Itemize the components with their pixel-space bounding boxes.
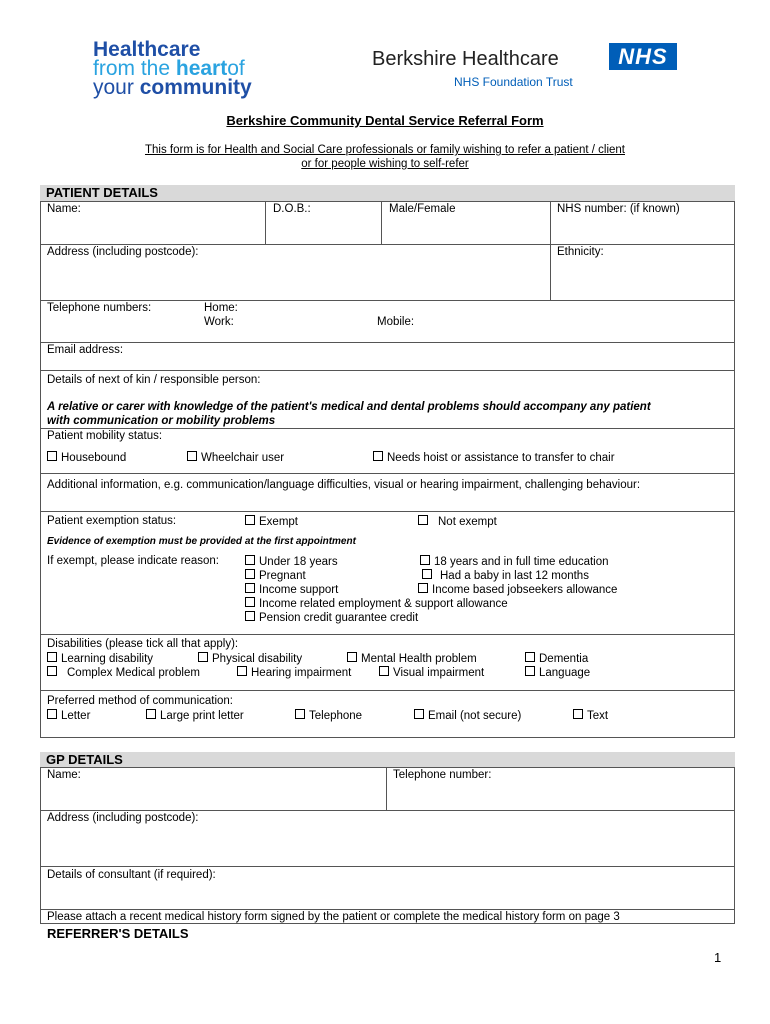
evidence-note: Evidence of exemption must be provided at the first appointment xyxy=(47,536,356,547)
divider xyxy=(40,810,735,811)
disability-learning-option[interactable]: Learning disability xyxy=(47,652,153,665)
divider xyxy=(40,866,735,867)
checkbox[interactable] xyxy=(418,515,428,525)
medical-history-note: Please attach a recent medical history form signed by the patient or complete the medical history form on page 3 xyxy=(47,911,620,923)
divider xyxy=(381,202,382,244)
divider xyxy=(40,634,735,635)
checkbox[interactable] xyxy=(47,652,57,662)
checkbox[interactable] xyxy=(245,611,255,621)
mobile-phone-label: Mobile: xyxy=(377,316,415,328)
reason-under18-option[interactable]: Under 18 years xyxy=(245,555,338,568)
divider xyxy=(40,342,735,343)
checkbox[interactable] xyxy=(573,709,583,719)
not-exempt-option[interactable]: Not exempt xyxy=(418,515,497,528)
divider xyxy=(40,473,735,474)
reason-esa-option[interactable]: Income related employment & support allowance xyxy=(245,597,508,610)
checkbox[interactable] xyxy=(245,597,255,607)
reason-income-support-option[interactable]: Income support xyxy=(245,583,338,596)
trust-subtitle: NHS Foundation Trust xyxy=(454,75,573,89)
additional-info-label: Additional information, e.g. communication/language difficulties, visual or hearing impairment, challenging behaviour: xyxy=(47,479,641,491)
comm-text-option[interactable]: Text xyxy=(573,709,608,722)
logo-line3: your community xyxy=(93,76,252,99)
divider xyxy=(40,428,735,429)
reason-pregnant-option[interactable]: Pregnant xyxy=(245,569,306,582)
patient-name-label: Name: xyxy=(47,203,81,215)
gp-address-label: Address (including postcode): xyxy=(47,812,199,824)
form-title: Berkshire Community Dental Service Referral Form xyxy=(226,113,544,128)
comm-telephone-option[interactable]: Telephone xyxy=(295,709,362,722)
page-number: 1 xyxy=(714,950,722,965)
dob-label: D.O.B.: xyxy=(273,203,311,215)
checkbox[interactable] xyxy=(187,451,197,461)
work-phone-label: Work: xyxy=(204,316,234,328)
checkbox[interactable] xyxy=(525,652,535,662)
intro-line-1: This form is for Health and Social Care professionals or family wishing to refer a patient / client xyxy=(144,144,625,156)
communication-label: Preferred method of communication: xyxy=(47,695,234,707)
disability-language-option[interactable]: Language xyxy=(525,666,590,679)
exempt-option[interactable]: Exempt xyxy=(245,515,298,528)
comm-large-print-option[interactable]: Large print letter xyxy=(146,709,244,722)
mobility-wheelchair-option[interactable]: Wheelchair user xyxy=(187,451,284,464)
exemption-label: Patient exemption status: xyxy=(47,515,177,527)
telephone-label: Telephone numbers: xyxy=(47,302,152,314)
checkbox[interactable] xyxy=(347,652,357,662)
checkbox[interactable] xyxy=(414,709,424,719)
divider xyxy=(40,511,735,512)
checkbox[interactable] xyxy=(146,709,156,719)
checkbox[interactable] xyxy=(47,666,57,676)
mobility-label: Patient mobility status: xyxy=(47,430,163,442)
intro-line-2: or for people wishing to self-refer xyxy=(301,158,469,170)
checkbox[interactable] xyxy=(420,555,430,565)
email-label: Email address: xyxy=(47,344,124,356)
patient-details-header: PATIENT DETAILS xyxy=(40,185,735,202)
disability-visual-option[interactable]: Visual impairment xyxy=(379,666,484,679)
nhs-logo: NHS xyxy=(609,43,677,70)
checkbox[interactable] xyxy=(245,569,255,579)
gp-telephone-label: Telephone number: xyxy=(393,769,492,781)
ethnicity-label: Ethnicity: xyxy=(557,246,604,258)
disability-mental-option[interactable]: Mental Health problem xyxy=(347,652,477,665)
divider xyxy=(40,244,735,245)
relative-note-line1: A relative or carer with knowledge of the patient's medical and dental problems should accompany any patient xyxy=(47,401,651,413)
gp-name-label: Name: xyxy=(47,769,81,781)
divider xyxy=(40,370,735,371)
disability-complex-option[interactable]: Complex Medical problem xyxy=(47,666,200,679)
divider xyxy=(40,690,735,691)
gp-details-section xyxy=(40,752,735,924)
gp-details-header: GP DETAILS xyxy=(40,752,735,768)
referrer-details-header: REFERRER'S DETAILS xyxy=(47,926,189,941)
reason-18edu-option[interactable]: 18 years and in full time education xyxy=(420,555,609,568)
mobility-hoist-option[interactable]: Needs hoist or assistance to transfer to chair xyxy=(373,451,615,464)
healthcare-logo xyxy=(93,40,252,97)
checkbox[interactable] xyxy=(373,451,383,461)
logo-line1: Healthcare xyxy=(93,38,201,61)
checkbox[interactable] xyxy=(379,666,389,676)
relative-note-line2: with communication or mobility problems xyxy=(47,415,276,427)
comm-letter-option[interactable]: Letter xyxy=(47,709,90,722)
consultant-label: Details of consultant (if required): xyxy=(47,869,216,881)
logo-line2: from the heartof xyxy=(93,57,245,80)
disabilities-label: Disabilities (please tick all that apply): xyxy=(47,638,239,650)
checkbox[interactable] xyxy=(525,666,535,676)
checkbox[interactable] xyxy=(418,583,428,593)
disability-dementia-option[interactable]: Dementia xyxy=(525,652,588,665)
checkbox[interactable] xyxy=(47,451,57,461)
divider xyxy=(40,300,735,301)
checkbox[interactable] xyxy=(245,583,255,593)
reason-jsa-option[interactable]: Income based jobseekers allowance xyxy=(418,583,617,596)
checkbox[interactable] xyxy=(422,569,432,579)
exempt-reason-label: If exempt, please indicate reason: xyxy=(47,555,219,567)
patient-address-label: Address (including postcode): xyxy=(47,246,199,258)
checkbox[interactable] xyxy=(245,515,255,525)
next-of-kin-label: Details of next of kin / responsible person: xyxy=(47,374,261,386)
checkbox[interactable] xyxy=(237,666,247,676)
comm-email-option[interactable]: Email (not secure) xyxy=(414,709,521,722)
reason-pension-option[interactable]: Pension credit guarantee credit xyxy=(245,611,418,624)
sex-label: Male/Female xyxy=(389,203,456,215)
checkbox[interactable] xyxy=(245,555,255,565)
disability-physical-option[interactable]: Physical disability xyxy=(198,652,302,665)
checkbox[interactable] xyxy=(47,709,57,719)
reason-baby-option[interactable]: Had a baby in last 12 months xyxy=(422,569,589,582)
nhs-number-label: NHS number: (if known) xyxy=(557,203,680,215)
checkbox[interactable] xyxy=(295,709,305,719)
divider xyxy=(550,202,551,300)
disability-hearing-option[interactable]: Hearing impairment xyxy=(237,666,351,679)
trust-name: Berkshire Healthcare xyxy=(372,48,559,70)
divider xyxy=(386,768,387,810)
divider xyxy=(265,202,266,244)
mobility-housebound-option[interactable]: Housebound xyxy=(47,451,126,464)
divider xyxy=(40,909,735,910)
home-phone-label: Home: xyxy=(204,302,238,314)
checkbox[interactable] xyxy=(198,652,208,662)
